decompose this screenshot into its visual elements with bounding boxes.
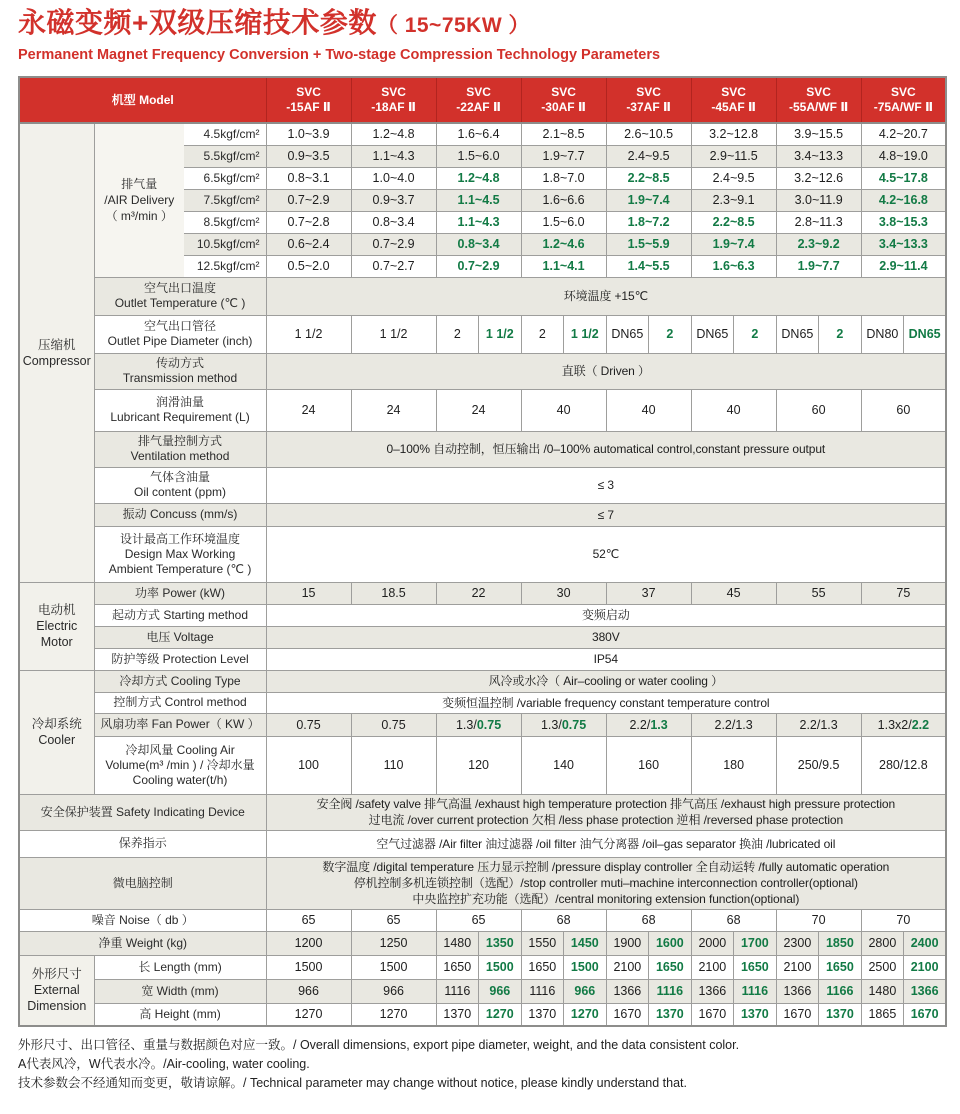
row-weight: [19, 931, 946, 955]
cell-weight-col3-b: 1350: [479, 931, 522, 955]
cell-noise-col8: 70: [861, 909, 946, 931]
row-label-width: 宽 Width (mm): [94, 979, 266, 1003]
model-header-cell: 机型 Model: [19, 77, 266, 123]
cell-air-7.5-col4: 1.6~6.6: [521, 189, 606, 211]
cell-fan-power-col5: [606, 713, 691, 736]
cell-air-10.5-col8: 3.4~13.3: [861, 233, 946, 255]
cell-air-10.5-col2: 0.7~2.9: [351, 233, 436, 255]
row-label-power: 功率 Power (kW): [94, 582, 266, 604]
cell-height-col7-a: 1670: [776, 1003, 819, 1026]
cell-power-col6: 45: [691, 582, 776, 604]
row-design-max-ambient: [19, 526, 946, 582]
row-safety-device: [19, 794, 946, 830]
cell-air-6.5-col7: 3.2~12.6: [776, 167, 861, 189]
cell-width-col7-b: 1166: [819, 979, 862, 1003]
cell-width-col8-b: 1366: [904, 979, 947, 1003]
cell-cooling-air-volume-col8: 280/12.8: [861, 736, 946, 794]
cell-noise-col4: 68: [521, 909, 606, 931]
cell-air-4.5-col6: 3.2~12.8: [691, 123, 776, 145]
cell-lubricant-requirement-col8: 60: [861, 389, 946, 431]
model-column-30af: SVC -30AF Ⅱ: [521, 77, 606, 123]
cell-width-col2: 966: [351, 979, 436, 1003]
cell-air-5.5-col6: 2.9~11.5: [691, 145, 776, 167]
row-label-safety-device: 安全保护装置 Safety Indicating Device: [19, 794, 266, 830]
row-label-starting-method: 起动方式 Starting method: [94, 604, 266, 626]
cell-width-col4-a: 1116: [521, 979, 564, 1003]
cell-outlet-pipe-diameter-col1: 1 1/2: [266, 315, 351, 353]
cell-fan-power-col1: 0.75: [266, 713, 351, 736]
cell-air-4.5-col2: 1.2~4.8: [351, 123, 436, 145]
row-air-4.5: [19, 123, 946, 145]
cell-power-col7: 55: [776, 582, 861, 604]
cell-air-12.5-col4: 1.1~4.1: [521, 255, 606, 277]
cell-weight-col7-a: 2300: [776, 931, 819, 955]
row-label-design-max-ambient: 设计最高工作环境温度 Design Max Working Ambient Temperature (℃ ): [94, 526, 266, 582]
pressure-label-air-5.5: 5.5kgf/cm²: [184, 145, 266, 167]
row-voltage: [19, 626, 946, 648]
cell-weight-col5-a: 1900: [606, 931, 649, 955]
cell-air-12.5-col2: 0.7~2.7: [351, 255, 436, 277]
cell-fan-power-col6: 2.2/1.3: [691, 713, 776, 736]
row-label-oil-content: 气体含油量 Oil content (ppm): [94, 467, 266, 503]
cell-width-col3-b: 966: [479, 979, 522, 1003]
model-column-22af: SVC -22AF Ⅱ: [436, 77, 521, 123]
row-label-height: 高 Height (mm): [94, 1003, 266, 1026]
cell-cooling-air-volume-col4: 140: [521, 736, 606, 794]
row-label-fan-power: 风扇功率 Fan Power（ KW ）: [94, 713, 266, 736]
spec-table-head: [19, 77, 946, 123]
cell-outlet-pipe-diameter-col4-a: 2: [521, 315, 564, 353]
row-label-microcomputer-control: 微电脑控制: [19, 857, 266, 909]
cell-height-col8-b: 1670: [904, 1003, 947, 1026]
cell-height-col8-a: 1865: [861, 1003, 904, 1026]
cell-air-12.5-col5: 1.4~5.5: [606, 255, 691, 277]
group-label-cooling-type: 冷却系统 Cooler: [19, 670, 94, 794]
footnote-change-note: 技术参数会不经通知而变更，敬请谅解。/ Technical parameter may change without notice, please kindly understand that.: [18, 1076, 688, 1090]
cell-length-col2: 1500: [351, 955, 436, 979]
row-label-cooling-air-volume: 冷却风量 Cooling Air Volume(m³ /min ) / 冷却水量 Cooling water(t/h): [94, 736, 266, 794]
cell-outlet-pipe-diameter-col3-a: 2: [436, 315, 479, 353]
cell-width-col3-a: 1116: [436, 979, 479, 1003]
cell-air-12.5-col7: 1.9~7.7: [776, 255, 861, 277]
cell-height-col3-a: 1370: [436, 1003, 479, 1026]
cell-air-12.5-col8: 2.9~11.4: [861, 255, 946, 277]
cell-air-6.5-col4: 1.8~7.0: [521, 167, 606, 189]
cell-lubricant-requirement-col4: 40: [521, 389, 606, 431]
value-black: 1.3/: [540, 717, 562, 732]
page-title-range: （ 15~75KW ）: [376, 14, 530, 37]
cell-air-10.5-col5: 1.5~5.9: [606, 233, 691, 255]
row-width: [19, 979, 946, 1003]
cell-weight-col3-a: 1480: [436, 931, 479, 955]
value-green: 0.75: [561, 717, 587, 732]
cell-air-12.5-col3: 0.7~2.9: [436, 255, 521, 277]
value-green: 2.2: [911, 717, 930, 732]
row-label-outlet-pipe-diameter: 空气出口管径 Outlet Pipe Diameter (inch): [94, 315, 266, 353]
row-label-maintenance-indicator: 保养指示: [19, 830, 266, 857]
cell-air-4.5-col3: 1.6~6.4: [436, 123, 521, 145]
row-outlet-pipe-diameter: [19, 315, 946, 353]
span-value-starting-method: 变频启动: [266, 604, 946, 626]
cell-outlet-pipe-diameter-col2: 1 1/2: [351, 315, 436, 353]
cell-air-5.5-col3: 1.5~6.0: [436, 145, 521, 167]
spec-table: [18, 76, 947, 1027]
cell-power-col5: 37: [606, 582, 691, 604]
cell-power-col2: 18.5: [351, 582, 436, 604]
row-label-ventilation-method: 排气量控制方式 Ventilation method: [94, 431, 266, 467]
pressure-label-air-7.5: 7.5kgf/cm²: [184, 189, 266, 211]
span-value-transmission-method: 直联（ Driven ）: [266, 353, 946, 389]
cell-width-col4-b: 966: [564, 979, 607, 1003]
row-label-weight: 净重 Weight (kg): [19, 931, 266, 955]
cell-length-col1: 1500: [266, 955, 351, 979]
cell-width-col7-a: 1366: [776, 979, 819, 1003]
cell-power-col4: 30: [521, 582, 606, 604]
cell-air-10.5-col6: 1.9~7.4: [691, 233, 776, 255]
cell-width-col8-a: 1480: [861, 979, 904, 1003]
cell-air-8.5-col6: 2.2~8.5: [691, 211, 776, 233]
cell-air-5.5-col7: 3.4~13.3: [776, 145, 861, 167]
cell-outlet-pipe-diameter-col5-b: 2: [649, 315, 692, 353]
spec-table-body: [19, 123, 946, 1026]
cell-length-col5-b: 1650: [649, 955, 692, 979]
cell-fan-power-col7: 2.2/1.3: [776, 713, 861, 736]
cell-air-12.5-col6: 1.6~6.3: [691, 255, 776, 277]
page-title: [18, 6, 945, 43]
cell-air-8.5-col4: 1.5~6.0: [521, 211, 606, 233]
cell-air-5.5-col5: 2.4~9.5: [606, 145, 691, 167]
cell-air-12.5-col1: 0.5~2.0: [266, 255, 351, 277]
cell-air-8.5-col1: 0.7~2.8: [266, 211, 351, 233]
cell-cooling-air-volume-col3: 120: [436, 736, 521, 794]
row-ventilation-method: [19, 431, 946, 467]
row-microcomputer-control: [19, 857, 946, 909]
cell-cooling-air-volume-col5: 160: [606, 736, 691, 794]
footnote-cooling-note: A代表风冷，W代表水冷。/Air-cooling, water cooling.: [18, 1057, 310, 1071]
cell-height-col5-b: 1370: [649, 1003, 692, 1026]
cell-outlet-pipe-diameter-col8-a: DN80: [861, 315, 904, 353]
pressure-label-air-6.5: 6.5kgf/cm²: [184, 167, 266, 189]
cell-outlet-pipe-diameter-col7-a: DN65: [776, 315, 819, 353]
cell-air-8.5-col8: 3.8~15.3: [861, 211, 946, 233]
page-subtitle: Permanent Magnet Frequency Conversion + Two-stage Compression Technology Parameters: [18, 47, 661, 63]
cell-outlet-pipe-diameter-col6-b: 2: [734, 315, 777, 353]
cell-height-col1: 1270: [266, 1003, 351, 1026]
cell-lubricant-requirement-col3: 24: [436, 389, 521, 431]
cell-fan-power-col4: [521, 713, 606, 736]
cell-air-10.5-col4: 1.2~4.6: [521, 233, 606, 255]
row-protection-level: [19, 648, 946, 670]
model-column-37af: SVC -37AF Ⅱ: [606, 77, 691, 123]
model-column-55awf: SVC -55A/WF Ⅱ: [776, 77, 861, 123]
header-row: [19, 77, 946, 123]
row-cooling-type: [19, 670, 946, 692]
cell-air-7.5-col3: 1.1~4.5: [436, 189, 521, 211]
cell-length-col4-b: 1500: [564, 955, 607, 979]
span-value-cooling-type: 风冷或水冷（ Air–cooling or water cooling ）: [266, 670, 946, 692]
cell-air-5.5-col2: 1.1~4.3: [351, 145, 436, 167]
row-label-control-method: 控制方式 Control method: [94, 692, 266, 713]
cell-weight-col2: 1250: [351, 931, 436, 955]
cell-air-7.5-col8: 4.2~16.8: [861, 189, 946, 211]
group-label-air-4.5: 压缩机 Compressor: [19, 123, 94, 582]
cell-height-col6-b: 1370: [734, 1003, 777, 1026]
cell-weight-col7-b: 1850: [819, 931, 862, 955]
cell-length-col3-b: 1500: [479, 955, 522, 979]
cell-noise-col7: 70: [776, 909, 861, 931]
cell-air-4.5-col1: 1.0~3.9: [266, 123, 351, 145]
cell-width-col1: 966: [266, 979, 351, 1003]
cell-cooling-air-volume-col7: 250/9.5: [776, 736, 861, 794]
cell-length-col6-b: 1650: [734, 955, 777, 979]
span-value-oil-content: ≤ 3: [266, 467, 946, 503]
row-cooling-air-volume: [19, 736, 946, 794]
row-label-lubricant-requirement: 润滑油量 Lubricant Requirement (L): [94, 389, 266, 431]
cell-air-4.5-col4: 2.1~8.5: [521, 123, 606, 145]
cell-height-col2: 1270: [351, 1003, 436, 1026]
row-starting-method: [19, 604, 946, 626]
cell-length-col7-b: 1650: [819, 955, 862, 979]
cell-fan-power-col3: [436, 713, 521, 736]
cell-outlet-pipe-diameter-col3-b: 1 1/2: [479, 315, 522, 353]
cell-length-col3-a: 1650: [436, 955, 479, 979]
cell-lubricant-requirement-col7: 60: [776, 389, 861, 431]
cell-air-6.5-col2: 1.0~4.0: [351, 167, 436, 189]
row-label-concuss: 振动 Concuss (mm/s): [94, 503, 266, 526]
value-black: 1.3x2/: [877, 717, 912, 732]
cell-outlet-pipe-diameter-col4-b: 1 1/2: [564, 315, 607, 353]
cell-height-col5-a: 1670: [606, 1003, 649, 1026]
cell-power-col3: 22: [436, 582, 521, 604]
row-label-transmission-method: 传动方式 Transmission method: [94, 353, 266, 389]
cell-air-7.5-col6: 2.3~9.1: [691, 189, 776, 211]
cell-length-col5-a: 2100: [606, 955, 649, 979]
cell-outlet-pipe-diameter-col5-a: DN65: [606, 315, 649, 353]
cell-outlet-pipe-diameter-col8-b: DN65: [904, 315, 947, 353]
row-label-cooling-type: 冷却方式 Cooling Type: [94, 670, 266, 692]
cell-length-col7-a: 2100: [776, 955, 819, 979]
row-maintenance-indicator: [19, 830, 946, 857]
cell-noise-col5: 68: [606, 909, 691, 931]
model-column-18af: SVC -18AF Ⅱ: [351, 77, 436, 123]
cell-height-col3-b: 1270: [479, 1003, 522, 1026]
value-green: 1.3: [650, 717, 668, 732]
cell-power-col8: 75: [861, 582, 946, 604]
cell-lubricant-requirement-col2: 24: [351, 389, 436, 431]
model-column-15af: SVC -15AF Ⅱ: [266, 77, 351, 123]
cell-air-10.5-col7: 2.3~9.2: [776, 233, 861, 255]
footnotes: [18, 1036, 945, 1093]
row-concuss: [19, 503, 946, 526]
cell-air-4.5-col8: 4.2~20.7: [861, 123, 946, 145]
cell-air-7.5-col7: 3.0~11.9: [776, 189, 861, 211]
row-control-method: [19, 692, 946, 713]
page-title-text: 永磁变频+双级压缩技术参数: [18, 7, 377, 38]
cell-noise-col6: 68: [691, 909, 776, 931]
row-noise: [19, 909, 946, 931]
pressure-label-air-12.5: 12.5kgf/cm²: [184, 255, 266, 277]
cell-lubricant-requirement-col5: 40: [606, 389, 691, 431]
cell-air-6.5-col3: 1.2~4.8: [436, 167, 521, 189]
span-value-safety-device: 安全阀 /safety valve 排气高温 /exhaust high temperature protection 排气高压 /exhaust high pressure protection 过电流 /over current protection 欠相 /less phase protection 逆相 /reversed phase protection: [266, 794, 946, 830]
span-value-outlet-temperature: 环境温度 +15℃: [266, 277, 946, 315]
span-value-protection-level: IP54: [266, 648, 946, 670]
cell-length-col8-a: 2500: [861, 955, 904, 979]
row-height: [19, 1003, 946, 1026]
cell-outlet-pipe-diameter-col7-b: 2: [819, 315, 862, 353]
row-label-length: 长 Length (mm): [94, 955, 266, 979]
cell-air-6.5-col8: 4.5~17.8: [861, 167, 946, 189]
pressure-label-air-8.5: 8.5kgf/cm²: [184, 211, 266, 233]
row-fan-power: [19, 713, 946, 736]
cell-noise-col1: 65: [266, 909, 351, 931]
cell-width-col5-b: 1116: [649, 979, 692, 1003]
cell-cooling-air-volume-col1: 100: [266, 736, 351, 794]
cell-length-col8-b: 2100: [904, 955, 947, 979]
cell-air-6.5-col6: 2.4~9.5: [691, 167, 776, 189]
span-value-maintenance-indicator: 空气过滤器 /Air filter 油过滤器 /oil filter 油气分离器 /oil–gas separator 换油 /lubricated oil: [266, 830, 946, 857]
cell-noise-col2: 65: [351, 909, 436, 931]
cell-weight-col4-b: 1450: [564, 931, 607, 955]
cell-air-7.5-col5: 1.9~7.4: [606, 189, 691, 211]
cell-cooling-air-volume-col2: 110: [351, 736, 436, 794]
cell-air-5.5-col8: 4.8~19.0: [861, 145, 946, 167]
cell-air-8.5-col5: 1.8~7.2: [606, 211, 691, 233]
cell-weight-col5-b: 1600: [649, 931, 692, 955]
value-green: 0.75: [476, 717, 502, 732]
row-power: [19, 582, 946, 604]
pressure-label-air-4.5: 4.5kgf/cm²: [184, 123, 266, 145]
cell-air-8.5-col3: 1.1~4.3: [436, 211, 521, 233]
cell-air-7.5-col2: 0.9~3.7: [351, 189, 436, 211]
row-label-protection-level: 防护等级 Protection Level: [94, 648, 266, 670]
cell-weight-col1: 1200: [266, 931, 351, 955]
cell-power-col1: 15: [266, 582, 351, 604]
cell-height-col6-a: 1670: [691, 1003, 734, 1026]
cell-air-5.5-col1: 0.9~3.5: [266, 145, 351, 167]
group-label-length: 外形尺寸 External Dimension: [19, 955, 94, 1026]
cell-air-8.5-col7: 2.8~11.3: [776, 211, 861, 233]
cell-air-7.5-col1: 0.7~2.9: [266, 189, 351, 211]
footnote-color-note: 外形尺寸、出口管径、重量与数据颜色对应一致。/ Overall dimensions, export pipe diameter, weight, and the data consistent color.: [18, 1038, 740, 1052]
span-value-design-max-ambient: 52℃: [266, 526, 946, 582]
cell-height-col7-b: 1370: [819, 1003, 862, 1026]
cell-width-col6-a: 1366: [691, 979, 734, 1003]
cell-air-10.5-col3: 0.8~3.4: [436, 233, 521, 255]
span-value-voltage: 380V: [266, 626, 946, 648]
cell-air-6.5-col5: 2.2~8.5: [606, 167, 691, 189]
cell-fan-power-col2: 0.75: [351, 713, 436, 736]
span-value-control-method: 变频恒温控制 /variable frequency constant temperature control: [266, 692, 946, 713]
group-label-power: 电动机 Electric Motor: [19, 582, 94, 670]
row-oil-content: [19, 467, 946, 503]
cell-weight-col8-a: 2800: [861, 931, 904, 955]
cell-lubricant-requirement-col1: 24: [266, 389, 351, 431]
model-column-75awf: SVC -75A/WF Ⅱ: [861, 77, 946, 123]
cell-width-col5-a: 1366: [606, 979, 649, 1003]
cell-cooling-air-volume-col6: 180: [691, 736, 776, 794]
cell-fan-power-col8: [861, 713, 946, 736]
row-lubricant-requirement: [19, 389, 946, 431]
model-column-45af: SVC -45AF Ⅱ: [691, 77, 776, 123]
value-black: 1.3/: [455, 717, 477, 732]
cell-height-col4-a: 1370: [521, 1003, 564, 1026]
cell-air-5.5-col4: 1.9~7.7: [521, 145, 606, 167]
cell-weight-col6-a: 2000: [691, 931, 734, 955]
row-transmission-method: [19, 353, 946, 389]
span-value-ventilation-method: 0–100% 自动控制，恒压输出 /0–100% automatical control,constant pressure output: [266, 431, 946, 467]
row-label-outlet-temperature: 空气出口温度 Outlet Temperature (℃ ): [94, 277, 266, 315]
row-label-noise: 噪音 Noise（ db ）: [19, 909, 266, 931]
cell-weight-col8-b: 2400: [904, 931, 947, 955]
value-black: 2.2/: [629, 717, 651, 732]
cell-air-4.5-col7: 3.9~15.5: [776, 123, 861, 145]
row-length: [19, 955, 946, 979]
cell-width-col6-b: 1116: [734, 979, 777, 1003]
span-value-microcomputer-control: 数字温度 /digital temperature 压力显示控制 /pressure display controller 全自动运转 /fully automatic operation 停机控制多机连锁控制（选配）/stop controller muti–machine interconnection controller(optional) 中央监控扩充功能（选配）/central monitoring extension function(optional): [266, 857, 946, 909]
cell-length-col6-a: 2100: [691, 955, 734, 979]
row-label-air-4.5: 排气量 /AIR Delivery （ m³/min ）: [94, 123, 184, 277]
row-outlet-temperature: [19, 277, 946, 315]
cell-outlet-pipe-diameter-col6-a: DN65: [691, 315, 734, 353]
cell-air-10.5-col1: 0.6~2.4: [266, 233, 351, 255]
cell-air-4.5-col5: 2.6~10.5: [606, 123, 691, 145]
cell-air-8.5-col2: 0.8~3.4: [351, 211, 436, 233]
row-label-voltage: 电压 Voltage: [94, 626, 266, 648]
cell-lubricant-requirement-col6: 40: [691, 389, 776, 431]
cell-height-col4-b: 1270: [564, 1003, 607, 1026]
pressure-label-air-10.5: 10.5kgf/cm²: [184, 233, 266, 255]
cell-weight-col6-b: 1700: [734, 931, 777, 955]
span-value-concuss: ≤ 7: [266, 503, 946, 526]
cell-length-col4-a: 1650: [521, 955, 564, 979]
cell-air-6.5-col1: 0.8~3.1: [266, 167, 351, 189]
cell-weight-col4-a: 1550: [521, 931, 564, 955]
cell-noise-col3: 65: [436, 909, 521, 931]
